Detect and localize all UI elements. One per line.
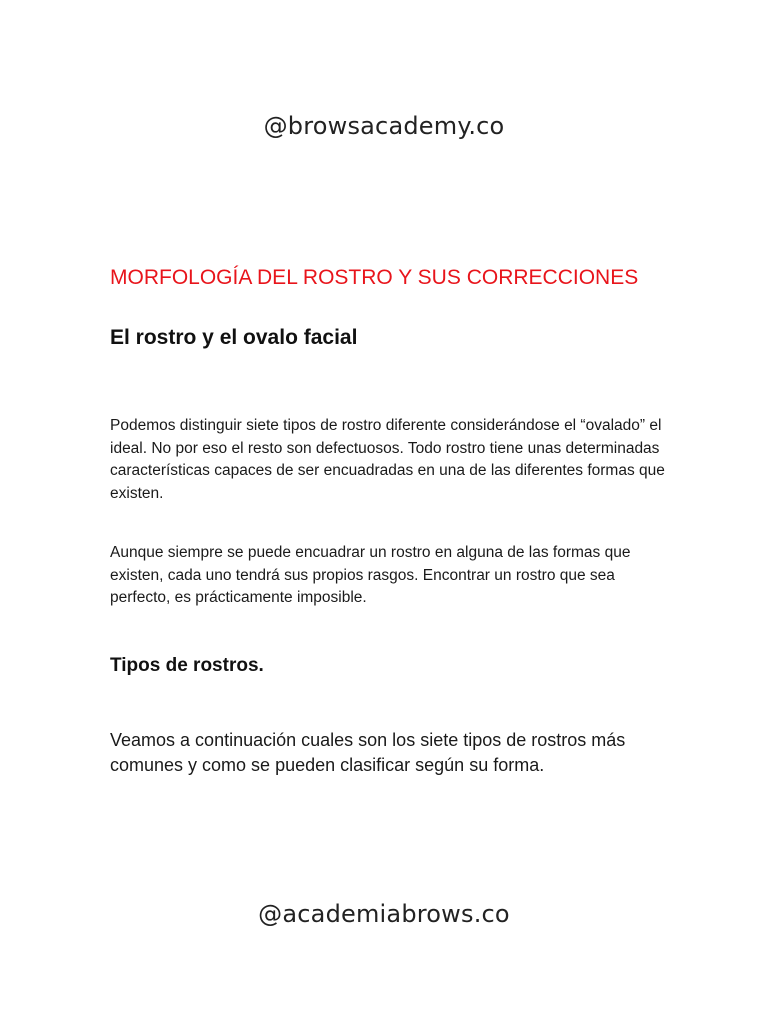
document-title: MORFOLOGÍA DEL ROSTRO Y SUS CORRECCIONES	[110, 266, 639, 289]
second-paragraph: Aunque siempre se puede encuadrar un rostro en alguna de las formas que existen, cada uno tendrá sus propios rasgos. Encontrar un rostro que sea perfecto, es prácticamente imposible.	[110, 544, 631, 606]
third-paragraph: Veamos a continuación cuales son los siete tipos de rostros más comunes y como se pueden clasificar según su forma.	[110, 730, 626, 775]
header-handle: @browsacademy.co	[263, 112, 505, 140]
document-subtitle: El rostro y el ovalo facial	[110, 326, 358, 349]
footer-handle: @academiabrows.co	[258, 900, 510, 928]
section-heading: Tipos de rostros.	[110, 655, 264, 676]
intro-paragraph: Podemos distinguir siete tipos de rostro diferente considerándose el “ovalado” el ideal. No por eso el resto son defectuosos. Todo rostro tiene unas determinadas características capaces de ser encuadradas en una de las diferentes formas que existen.	[110, 417, 665, 502]
